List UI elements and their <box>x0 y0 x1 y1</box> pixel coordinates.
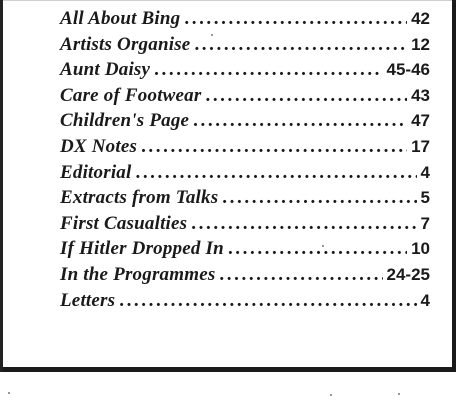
entry-page-number: 24-25 <box>386 264 430 284</box>
index-entry <box>60 59 430 85</box>
entry-page-number: 4 <box>420 290 430 310</box>
entry-page-number: 47 <box>411 111 430 131</box>
entry-page-number: 4 <box>420 162 430 182</box>
print-speck <box>8 392 10 394</box>
entry-title: First Casualties <box>60 212 188 234</box>
entry-page-number: 43 <box>411 85 430 105</box>
index-entry <box>60 264 430 290</box>
entry-title: DX Notes <box>60 135 138 157</box>
entry-page-number: 10 <box>411 239 430 259</box>
dot-leader <box>193 110 407 132</box>
entry-page-number: 17 <box>411 136 430 156</box>
print-speck <box>398 393 400 395</box>
dot-leader <box>205 85 407 107</box>
index-entry <box>60 136 430 162</box>
index-entry <box>60 110 430 136</box>
dot-leader <box>191 213 416 235</box>
entry-title: Aunt Daisy <box>60 59 151 81</box>
entry-title: Letters <box>60 289 116 311</box>
entry-title: Care of Footwear <box>60 84 202 106</box>
entry-page-number: 7 <box>420 213 430 233</box>
dot-leader <box>135 162 416 184</box>
entry-title: If Hitler Dropped In <box>60 238 224 260</box>
entry-page-number: 5 <box>420 188 430 208</box>
print-speck <box>322 245 324 247</box>
print-speck <box>211 34 213 36</box>
dot-leader <box>194 34 407 56</box>
entry-page-number: 42 <box>411 9 430 28</box>
entry-title: Children's Page <box>60 110 190 132</box>
entry-title: Artists Organise <box>60 33 191 55</box>
entry-title: Editorial <box>60 161 132 183</box>
index-entry <box>60 213 430 239</box>
index-entry <box>60 290 430 316</box>
index-entry <box>60 238 430 264</box>
index-entry <box>60 8 430 34</box>
dot-leader <box>219 264 382 286</box>
entry-page-number: 45-46 <box>386 60 430 80</box>
entry-page-number: 12 <box>411 34 430 54</box>
dot-leader <box>228 238 407 260</box>
dot-leader <box>141 136 407 158</box>
index-entry <box>60 162 430 188</box>
print-speck <box>330 394 332 396</box>
entry-title: Extracts from Talks <box>60 187 219 209</box>
dot-leader <box>119 290 416 312</box>
left-border-rule <box>0 0 3 372</box>
entry-title: In the Programmes <box>60 263 216 285</box>
index-entry <box>60 187 430 213</box>
dot-leader <box>154 59 382 81</box>
entry-title: All About Bing <box>60 8 181 29</box>
index-entry <box>60 85 430 111</box>
index-entry <box>60 34 430 60</box>
contents-index-list <box>60 8 430 315</box>
dot-leader <box>222 187 416 209</box>
dot-leader <box>184 8 407 30</box>
